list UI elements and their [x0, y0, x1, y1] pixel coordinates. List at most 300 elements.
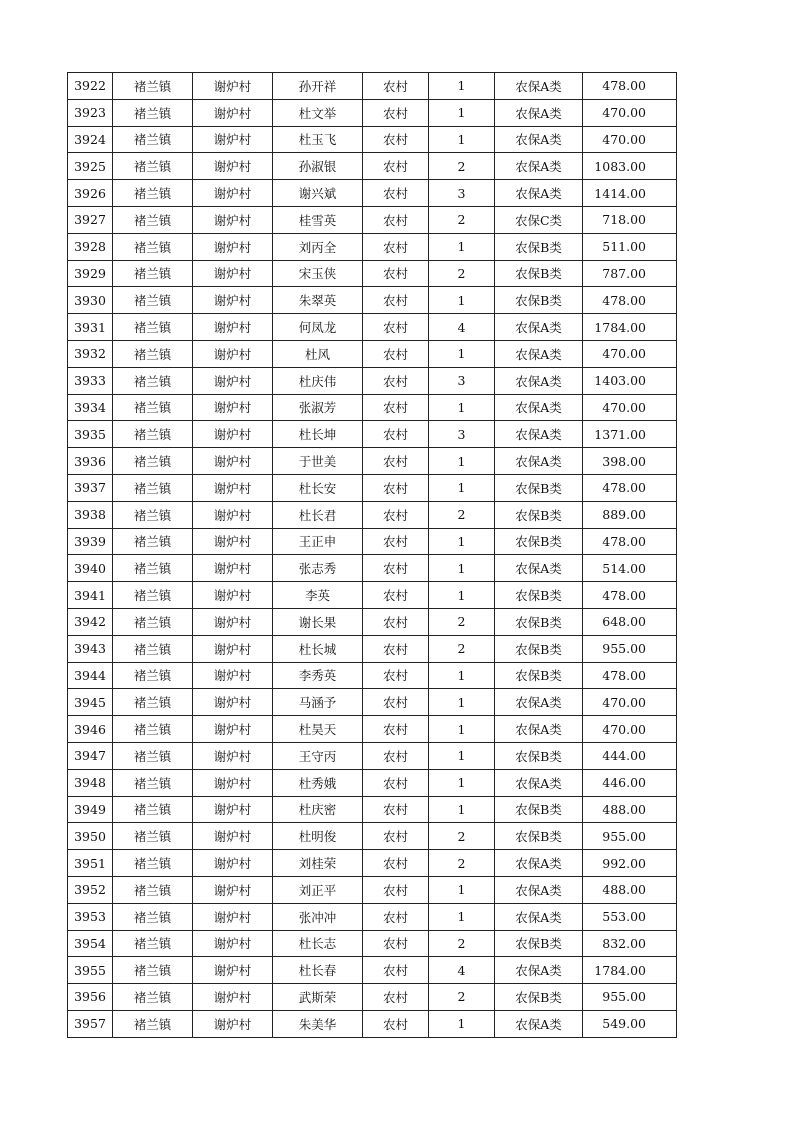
household-size-cell: 1: [429, 528, 495, 555]
area-type-cell: 农村: [363, 823, 429, 850]
household-size-cell: 2: [429, 206, 495, 233]
person-name-cell: 朱美华: [273, 1010, 363, 1037]
town-cell: 褚兰镇: [113, 662, 193, 689]
town-cell: 褚兰镇: [113, 1010, 193, 1037]
record-number-cell: 3939: [68, 528, 113, 555]
area-type-cell: 农村: [363, 233, 429, 260]
amount-cell: 488.00: [583, 876, 677, 903]
record-number-cell: 3953: [68, 903, 113, 930]
household-size-cell: 1: [429, 126, 495, 153]
person-name-cell: 李秀英: [273, 662, 363, 689]
person-name-cell: 孙淑银: [273, 153, 363, 180]
area-type-cell: 农村: [363, 314, 429, 341]
person-name-cell: 孙开祥: [273, 73, 363, 100]
town-cell: 褚兰镇: [113, 716, 193, 743]
area-type-cell: 农村: [363, 528, 429, 555]
insurance-category-cell: 农保B类: [495, 608, 583, 635]
village-cell: 谢炉村: [193, 850, 273, 877]
town-cell: 褚兰镇: [113, 180, 193, 207]
area-type-cell: 农村: [363, 126, 429, 153]
household-size-cell: 2: [429, 984, 495, 1011]
insurance-category-cell: 农保A类: [495, 180, 583, 207]
table-row: [68, 474, 677, 501]
record-number-cell: 3955: [68, 957, 113, 984]
amount-cell: 478.00: [583, 582, 677, 609]
insurance-category-cell: 农保B类: [495, 528, 583, 555]
town-cell: 褚兰镇: [113, 73, 193, 100]
household-size-cell: 1: [429, 796, 495, 823]
table-row: [68, 608, 677, 635]
amount-cell: 955.00: [583, 823, 677, 850]
village-cell: 谢炉村: [193, 769, 273, 796]
town-cell: 褚兰镇: [113, 957, 193, 984]
insurance-category-cell: 农保B类: [495, 233, 583, 260]
town-cell: 褚兰镇: [113, 287, 193, 314]
area-type-cell: 农村: [363, 957, 429, 984]
village-cell: 谢炉村: [193, 903, 273, 930]
village-cell: 谢炉村: [193, 582, 273, 609]
table-row: [68, 153, 677, 180]
person-name-cell: 张志秀: [273, 555, 363, 582]
town-cell: 褚兰镇: [113, 367, 193, 394]
household-size-cell: 3: [429, 367, 495, 394]
insurance-category-cell: 农保B类: [495, 823, 583, 850]
insurance-category-cell: 农保A类: [495, 340, 583, 367]
person-name-cell: 杜庆伟: [273, 367, 363, 394]
insurance-category-cell: 农保A类: [495, 1010, 583, 1037]
record-number-cell: 3923: [68, 99, 113, 126]
record-number-cell: 3943: [68, 635, 113, 662]
insurance-category-cell: 农保A类: [495, 957, 583, 984]
village-cell: 谢炉村: [193, 689, 273, 716]
record-number-cell: 3957: [68, 1010, 113, 1037]
village-cell: 谢炉村: [193, 716, 273, 743]
town-cell: 褚兰镇: [113, 206, 193, 233]
area-type-cell: 农村: [363, 421, 429, 448]
person-name-cell: 刘丙全: [273, 233, 363, 260]
household-size-cell: 1: [429, 99, 495, 126]
person-name-cell: 杜昊天: [273, 716, 363, 743]
village-cell: 谢炉村: [193, 984, 273, 1011]
record-number-cell: 3944: [68, 662, 113, 689]
amount-cell: 955.00: [583, 635, 677, 662]
household-size-cell: 2: [429, 823, 495, 850]
table-row: [68, 260, 677, 287]
person-name-cell: 宋玉侠: [273, 260, 363, 287]
person-name-cell: 桂雪英: [273, 206, 363, 233]
town-cell: 褚兰镇: [113, 984, 193, 1011]
amount-cell: 470.00: [583, 394, 677, 421]
village-cell: 谢炉村: [193, 287, 273, 314]
area-type-cell: 农村: [363, 555, 429, 582]
insurance-category-cell: 农保C类: [495, 206, 583, 233]
area-type-cell: 农村: [363, 1010, 429, 1037]
household-size-cell: 2: [429, 930, 495, 957]
record-number-cell: 3942: [68, 608, 113, 635]
record-number-cell: 3951: [68, 850, 113, 877]
amount-cell: 446.00: [583, 769, 677, 796]
table-row: [68, 206, 677, 233]
person-name-cell: 谢兴斌: [273, 180, 363, 207]
area-type-cell: 农村: [363, 608, 429, 635]
amount-cell: 511.00: [583, 233, 677, 260]
person-name-cell: 张冲冲: [273, 903, 363, 930]
insurance-category-cell: 农保A类: [495, 850, 583, 877]
area-type-cell: 农村: [363, 662, 429, 689]
person-name-cell: 谢长果: [273, 608, 363, 635]
table-row: [68, 930, 677, 957]
insurance-category-cell: 农保A类: [495, 73, 583, 100]
area-type-cell: 农村: [363, 287, 429, 314]
table-row: [68, 340, 677, 367]
person-name-cell: 马涵予: [273, 689, 363, 716]
record-number-cell: 3928: [68, 233, 113, 260]
area-type-cell: 农村: [363, 501, 429, 528]
area-type-cell: 农村: [363, 206, 429, 233]
record-number-cell: 3935: [68, 421, 113, 448]
amount-cell: 514.00: [583, 555, 677, 582]
area-type-cell: 农村: [363, 73, 429, 100]
town-cell: 褚兰镇: [113, 260, 193, 287]
area-type-cell: 农村: [363, 903, 429, 930]
table-row: [68, 742, 677, 769]
table-row: [68, 903, 677, 930]
record-number-cell: 3933: [68, 367, 113, 394]
area-type-cell: 农村: [363, 716, 429, 743]
person-name-cell: 刘桂荣: [273, 850, 363, 877]
table-row: [68, 421, 677, 448]
village-cell: 谢炉村: [193, 260, 273, 287]
table-row: [68, 823, 677, 850]
town-cell: 褚兰镇: [113, 689, 193, 716]
amount-cell: 470.00: [583, 126, 677, 153]
record-number-cell: 3941: [68, 582, 113, 609]
table-row: [68, 555, 677, 582]
household-size-cell: 4: [429, 957, 495, 984]
table-row: [68, 582, 677, 609]
household-size-cell: 2: [429, 635, 495, 662]
village-cell: 谢炉村: [193, 126, 273, 153]
village-cell: 谢炉村: [193, 635, 273, 662]
amount-cell: 992.00: [583, 850, 677, 877]
table-row: [68, 394, 677, 421]
amount-cell: 444.00: [583, 742, 677, 769]
village-cell: 谢炉村: [193, 367, 273, 394]
town-cell: 褚兰镇: [113, 474, 193, 501]
town-cell: 褚兰镇: [113, 528, 193, 555]
record-number-cell: 3929: [68, 260, 113, 287]
area-type-cell: 农村: [363, 260, 429, 287]
record-number-cell: 3956: [68, 984, 113, 1011]
insurance-category-cell: 农保B类: [495, 474, 583, 501]
area-type-cell: 农村: [363, 984, 429, 1011]
area-type-cell: 农村: [363, 180, 429, 207]
insurance-category-cell: 农保A类: [495, 448, 583, 475]
person-name-cell: 杜长城: [273, 635, 363, 662]
village-cell: 谢炉村: [193, 930, 273, 957]
household-size-cell: 2: [429, 501, 495, 528]
person-name-cell: 杜长安: [273, 474, 363, 501]
record-number-cell: 3925: [68, 153, 113, 180]
table-row: [68, 769, 677, 796]
table-row: [68, 99, 677, 126]
area-type-cell: 农村: [363, 796, 429, 823]
amount-cell: 470.00: [583, 99, 677, 126]
town-cell: 褚兰镇: [113, 555, 193, 582]
amount-cell: 1371.00: [583, 421, 677, 448]
insurance-category-cell: 农保B类: [495, 984, 583, 1011]
household-size-cell: 1: [429, 394, 495, 421]
household-size-cell: 1: [429, 448, 495, 475]
insurance-category-cell: 农保A类: [495, 99, 583, 126]
person-name-cell: 王守丙: [273, 742, 363, 769]
household-size-cell: 1: [429, 742, 495, 769]
village-cell: 谢炉村: [193, 340, 273, 367]
household-size-cell: 1: [429, 555, 495, 582]
record-number-cell: 3926: [68, 180, 113, 207]
insurance-category-cell: 农保B类: [495, 662, 583, 689]
record-number-cell: 3950: [68, 823, 113, 850]
person-name-cell: 朱翠英: [273, 287, 363, 314]
insurance-category-cell: 农保A类: [495, 716, 583, 743]
village-cell: 谢炉村: [193, 180, 273, 207]
village-cell: 谢炉村: [193, 314, 273, 341]
town-cell: 褚兰镇: [113, 742, 193, 769]
record-number-cell: 3948: [68, 769, 113, 796]
insurance-category-cell: 农保B类: [495, 930, 583, 957]
household-size-cell: 1: [429, 233, 495, 260]
insurance-category-cell: 农保A类: [495, 555, 583, 582]
table-row: [68, 984, 677, 1011]
village-cell: 谢炉村: [193, 394, 273, 421]
town-cell: 褚兰镇: [113, 796, 193, 823]
area-type-cell: 农村: [363, 340, 429, 367]
person-name-cell: 杜文举: [273, 99, 363, 126]
area-type-cell: 农村: [363, 930, 429, 957]
person-name-cell: 杜玉飞: [273, 126, 363, 153]
area-type-cell: 农村: [363, 635, 429, 662]
person-name-cell: 杜长春: [273, 957, 363, 984]
town-cell: 褚兰镇: [113, 314, 193, 341]
town-cell: 褚兰镇: [113, 233, 193, 260]
amount-cell: 787.00: [583, 260, 677, 287]
person-name-cell: 杜风: [273, 340, 363, 367]
village-cell: 谢炉村: [193, 448, 273, 475]
insurance-category-cell: 农保A类: [495, 903, 583, 930]
insurance-category-cell: 农保B类: [495, 260, 583, 287]
record-number-cell: 3946: [68, 716, 113, 743]
household-size-cell: 1: [429, 340, 495, 367]
insurance-category-cell: 农保A类: [495, 153, 583, 180]
household-size-cell: 2: [429, 153, 495, 180]
household-size-cell: 1: [429, 73, 495, 100]
town-cell: 褚兰镇: [113, 126, 193, 153]
village-cell: 谢炉村: [193, 99, 273, 126]
amount-cell: 889.00: [583, 501, 677, 528]
area-type-cell: 农村: [363, 850, 429, 877]
amount-cell: 478.00: [583, 474, 677, 501]
insurance-category-cell: 农保B类: [495, 582, 583, 609]
amount-cell: 1083.00: [583, 153, 677, 180]
village-cell: 谢炉村: [193, 501, 273, 528]
town-cell: 褚兰镇: [113, 340, 193, 367]
insurance-category-cell: 农保B类: [495, 742, 583, 769]
record-number-cell: 3934: [68, 394, 113, 421]
record-number-cell: 3930: [68, 287, 113, 314]
subsidy-table: [67, 72, 677, 1038]
amount-cell: 470.00: [583, 689, 677, 716]
record-number-cell: 3947: [68, 742, 113, 769]
amount-cell: 478.00: [583, 73, 677, 100]
table-row: [68, 957, 677, 984]
table-row: [68, 501, 677, 528]
village-cell: 谢炉村: [193, 528, 273, 555]
amount-cell: 553.00: [583, 903, 677, 930]
person-name-cell: 杜长志: [273, 930, 363, 957]
household-size-cell: 3: [429, 421, 495, 448]
insurance-category-cell: 农保A类: [495, 769, 583, 796]
amount-cell: 478.00: [583, 287, 677, 314]
village-cell: 谢炉村: [193, 608, 273, 635]
amount-cell: 478.00: [583, 528, 677, 555]
village-cell: 谢炉村: [193, 796, 273, 823]
record-number-cell: 3932: [68, 340, 113, 367]
insurance-category-cell: 农保A类: [495, 314, 583, 341]
table-row: [68, 850, 677, 877]
record-number-cell: 3924: [68, 126, 113, 153]
household-size-cell: 2: [429, 260, 495, 287]
table-row: [68, 876, 677, 903]
amount-cell: 718.00: [583, 206, 677, 233]
amount-cell: 1784.00: [583, 314, 677, 341]
town-cell: 褚兰镇: [113, 608, 193, 635]
record-number-cell: 3940: [68, 555, 113, 582]
amount-cell: 648.00: [583, 608, 677, 635]
person-name-cell: 杜长坤: [273, 421, 363, 448]
amount-cell: 470.00: [583, 716, 677, 743]
town-cell: 褚兰镇: [113, 394, 193, 421]
person-name-cell: 王正申: [273, 528, 363, 555]
area-type-cell: 农村: [363, 99, 429, 126]
village-cell: 谢炉村: [193, 823, 273, 850]
insurance-category-cell: 农保A类: [495, 126, 583, 153]
person-name-cell: 杜秀娥: [273, 769, 363, 796]
household-size-cell: 1: [429, 689, 495, 716]
person-name-cell: 杜明俊: [273, 823, 363, 850]
insurance-category-cell: 农保A类: [495, 421, 583, 448]
village-cell: 谢炉村: [193, 662, 273, 689]
town-cell: 褚兰镇: [113, 421, 193, 448]
town-cell: 褚兰镇: [113, 930, 193, 957]
area-type-cell: 农村: [363, 474, 429, 501]
insurance-category-cell: 农保A类: [495, 367, 583, 394]
village-cell: 谢炉村: [193, 421, 273, 448]
insurance-category-cell: 农保B类: [495, 287, 583, 314]
person-name-cell: 李英: [273, 582, 363, 609]
household-size-cell: 1: [429, 287, 495, 314]
village-cell: 谢炉村: [193, 1010, 273, 1037]
area-type-cell: 农村: [363, 394, 429, 421]
record-number-cell: 3949: [68, 796, 113, 823]
household-size-cell: 1: [429, 876, 495, 903]
household-size-cell: 4: [429, 314, 495, 341]
record-number-cell: 3922: [68, 73, 113, 100]
town-cell: 褚兰镇: [113, 501, 193, 528]
household-size-cell: 2: [429, 850, 495, 877]
household-size-cell: 2: [429, 608, 495, 635]
insurance-category-cell: 农保A类: [495, 689, 583, 716]
village-cell: 谢炉村: [193, 742, 273, 769]
household-size-cell: 1: [429, 582, 495, 609]
village-cell: 谢炉村: [193, 876, 273, 903]
area-type-cell: 农村: [363, 448, 429, 475]
person-name-cell: 杜庆密: [273, 796, 363, 823]
amount-cell: 1403.00: [583, 367, 677, 394]
town-cell: 褚兰镇: [113, 448, 193, 475]
person-name-cell: 何凤龙: [273, 314, 363, 341]
area-type-cell: 农村: [363, 153, 429, 180]
town-cell: 褚兰镇: [113, 582, 193, 609]
table-row: [68, 73, 677, 100]
record-number-cell: 3938: [68, 501, 113, 528]
table-row: [68, 448, 677, 475]
record-number-cell: 3931: [68, 314, 113, 341]
record-number-cell: 3936: [68, 448, 113, 475]
insurance-category-cell: 农保A类: [495, 394, 583, 421]
village-cell: 谢炉村: [193, 957, 273, 984]
person-name-cell: 杜长君: [273, 501, 363, 528]
amount-cell: 470.00: [583, 340, 677, 367]
record-number-cell: 3945: [68, 689, 113, 716]
town-cell: 褚兰镇: [113, 876, 193, 903]
town-cell: 褚兰镇: [113, 903, 193, 930]
village-cell: 谢炉村: [193, 474, 273, 501]
table-body: [68, 73, 677, 1038]
town-cell: 褚兰镇: [113, 769, 193, 796]
village-cell: 谢炉村: [193, 233, 273, 260]
record-number-cell: 3952: [68, 876, 113, 903]
village-cell: 谢炉村: [193, 206, 273, 233]
table-row: [68, 635, 677, 662]
insurance-category-cell: 农保B类: [495, 796, 583, 823]
town-cell: 褚兰镇: [113, 153, 193, 180]
amount-cell: 832.00: [583, 930, 677, 957]
person-name-cell: 刘正平: [273, 876, 363, 903]
table-row: [68, 1010, 677, 1037]
amount-cell: 1784.00: [583, 957, 677, 984]
record-number-cell: 3937: [68, 474, 113, 501]
amount-cell: 549.00: [583, 1010, 677, 1037]
insurance-category-cell: 农保B类: [495, 501, 583, 528]
area-type-cell: 农村: [363, 689, 429, 716]
village-cell: 谢炉村: [193, 153, 273, 180]
amount-cell: 478.00: [583, 662, 677, 689]
record-number-cell: 3954: [68, 930, 113, 957]
village-cell: 谢炉村: [193, 73, 273, 100]
area-type-cell: 农村: [363, 769, 429, 796]
area-type-cell: 农村: [363, 876, 429, 903]
household-size-cell: 1: [429, 662, 495, 689]
household-size-cell: 3: [429, 180, 495, 207]
household-size-cell: 1: [429, 769, 495, 796]
table-row: [68, 796, 677, 823]
amount-cell: 1414.00: [583, 180, 677, 207]
amount-cell: 398.00: [583, 448, 677, 475]
insurance-category-cell: 农保B类: [495, 635, 583, 662]
area-type-cell: 农村: [363, 742, 429, 769]
household-size-cell: 1: [429, 1010, 495, 1037]
table-row: [68, 528, 677, 555]
